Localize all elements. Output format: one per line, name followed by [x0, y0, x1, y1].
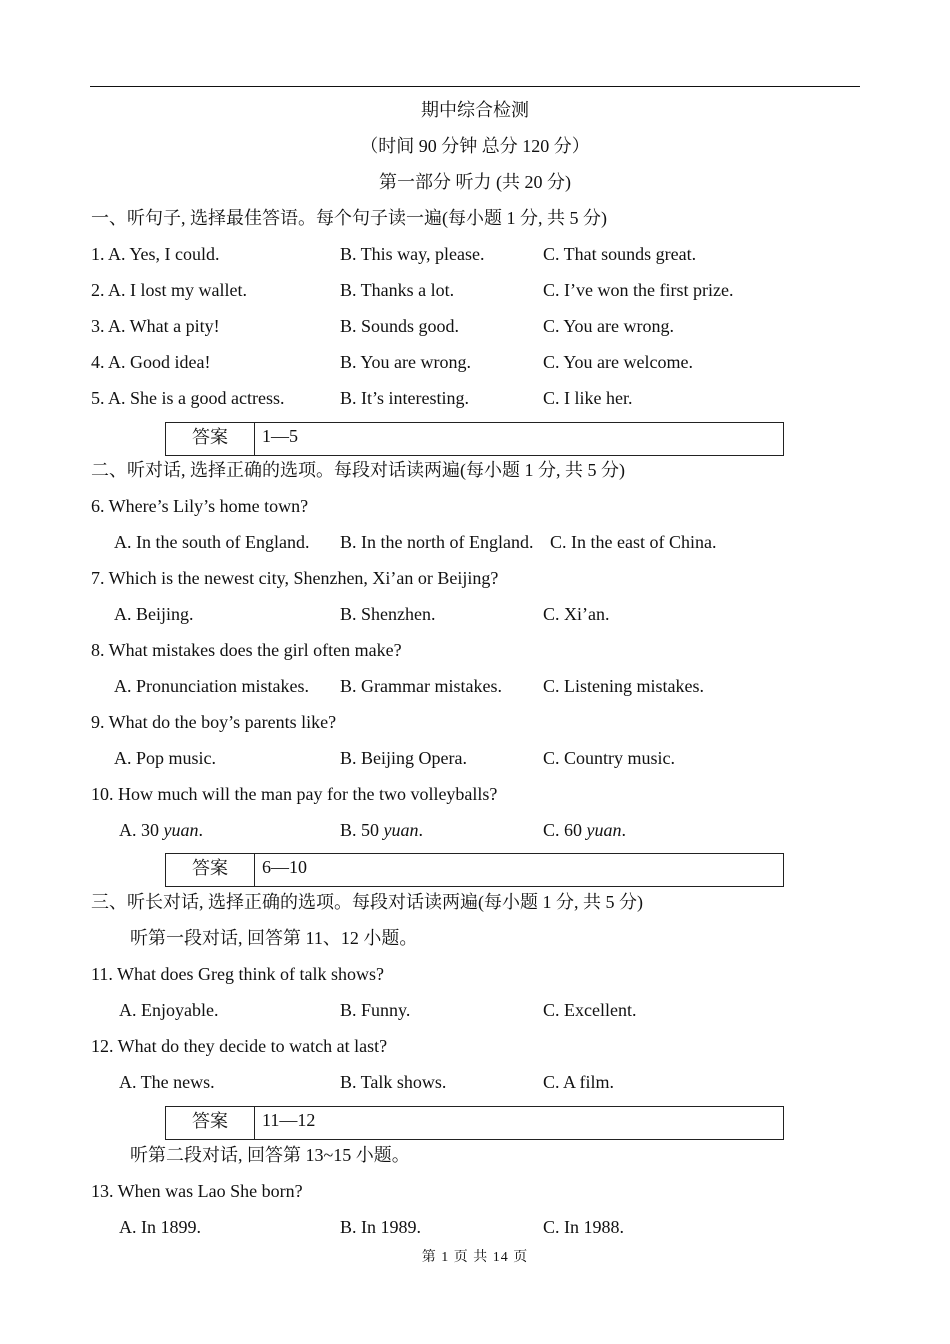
option-b: B. In 1989. [340, 1217, 421, 1237]
answer-range: 11—12 [262, 1110, 316, 1130]
question-row [0, 242, 950, 266]
option-b: B. Talk shows. [340, 1072, 447, 1092]
answer-range: 6—10 [262, 857, 307, 877]
option-c: C. Listening mistakes. [543, 676, 704, 696]
option-b: B. It’s interesting. [340, 388, 469, 408]
option-a: 4. A. Good idea! [91, 352, 211, 372]
option-c: C. 60 yuan. [543, 820, 627, 840]
question-stem: 11. What does Greg think of talk shows? [91, 964, 384, 984]
answer-label: 答案 [166, 1107, 255, 1139]
option-a: 1. A. Yes, I could. [91, 244, 220, 264]
question-stem: 9. What do the boy’s parents like? [91, 712, 337, 732]
options-row [0, 998, 950, 1022]
time-score-note: （时间 90 分钟 总分 120 分） [360, 136, 590, 156]
question-row [0, 278, 950, 302]
option-a: A. The news. [119, 1072, 215, 1092]
option-c: C. Xi’an. [543, 604, 610, 624]
option-b: B. Shenzhen. [340, 604, 436, 624]
answer-box-11-12[interactable] [165, 1106, 784, 1140]
option-a: A. Enjoyable. [119, 1000, 219, 1020]
option-c: C. Excellent. [543, 1000, 637, 1020]
option-a: A. Pop music. [114, 748, 217, 768]
option-b: B. Funny. [340, 1000, 411, 1020]
question-stem: 8. What mistakes does the girl often make? [91, 640, 402, 660]
option-a: 3. A. What a pity! [91, 316, 220, 336]
option-c: C. That sounds great. [543, 244, 697, 264]
options-row [0, 530, 950, 554]
option-a: 2. A. I lost my wallet. [91, 280, 247, 300]
option-a: A. In 1899. [119, 1217, 201, 1237]
question-stem: 7. Which is the newest city, Shenzhen, Xi’an or Beijing? [91, 568, 499, 588]
option-c: C. Country music. [543, 748, 676, 768]
option-a: 5. A. She is a good actress. [91, 388, 285, 408]
options-row [0, 746, 950, 770]
question-stem: 12. What do they decide to watch at last? [91, 1036, 388, 1056]
option-b: B. Grammar mistakes. [340, 676, 502, 696]
option-c: C. I’ve won the first prize. [543, 280, 734, 300]
question-stem: 10. How much will the man pay for the two volleyballs? [91, 784, 498, 804]
option-b: B. You are wrong. [340, 352, 472, 372]
option-c: C. You are wrong. [543, 316, 675, 336]
option-b: B. Beijing Opera. [340, 748, 467, 768]
answer-range: 1—5 [262, 426, 298, 446]
page-footer: 第 1 页 共 14 页 [421, 1250, 529, 1265]
question-stem: 6. Where’s Lily’s home town? [91, 496, 309, 516]
option-a: A. Pronunciation mistakes. [114, 676, 309, 696]
options-row [0, 1215, 950, 1239]
page-title: 期中综合检测 [421, 100, 529, 120]
option-b: B. Thanks a lot. [340, 280, 455, 300]
option-b: B. Sounds good. [340, 316, 460, 336]
dialogue1-instruction: 听第一段对话, 回答第 11、12 小题。 [130, 928, 418, 948]
section1-heading: 一、听句子, 选择最佳答语。每个句子读一遍(每小题 1 分, 共 5 分) [91, 208, 607, 228]
question-row [0, 314, 950, 338]
option-c: C. In the east of China. [550, 532, 717, 552]
answer-label: 答案 [166, 854, 255, 886]
option-b: B. 50 yuan. [340, 820, 424, 840]
dialogue2-instruction: 听第二段对话, 回答第 13~15 小题。 [130, 1145, 410, 1165]
options-row [0, 602, 950, 626]
option-c: C. A film. [543, 1072, 615, 1092]
option-a: A. Beijing. [114, 604, 194, 624]
options-row [0, 674, 950, 698]
question-row [0, 386, 950, 410]
question-stem: 13. When was Lao She born? [91, 1181, 303, 1201]
part-one-title: 第一部分 听力 (共 20 分) [379, 172, 571, 192]
answer-box-6-10[interactable] [165, 853, 784, 887]
option-a: A. In the south of England. [114, 532, 310, 552]
option-a: A. 30 yuan. [119, 820, 203, 840]
section3-heading: 三、听长对话, 选择正确的选项。每段对话读两遍(每小题 1 分, 共 5 分) [91, 892, 643, 912]
question-row [0, 350, 950, 374]
option-c: C. You are welcome. [543, 352, 693, 372]
options-row [0, 818, 950, 842]
answer-label: 答案 [166, 423, 255, 455]
option-c: C. I like her. [543, 388, 633, 408]
option-b: B. In the north of England. [340, 532, 534, 552]
option-b: B. This way, please. [340, 244, 485, 264]
answer-box-1-5[interactable] [165, 422, 784, 456]
section2-heading: 二、听对话, 选择正确的选项。每段对话读两遍(每小题 1 分, 共 5 分) [91, 460, 625, 480]
option-c: C. In 1988. [543, 1217, 624, 1237]
top-rule [90, 86, 860, 87]
options-row [0, 1070, 950, 1094]
